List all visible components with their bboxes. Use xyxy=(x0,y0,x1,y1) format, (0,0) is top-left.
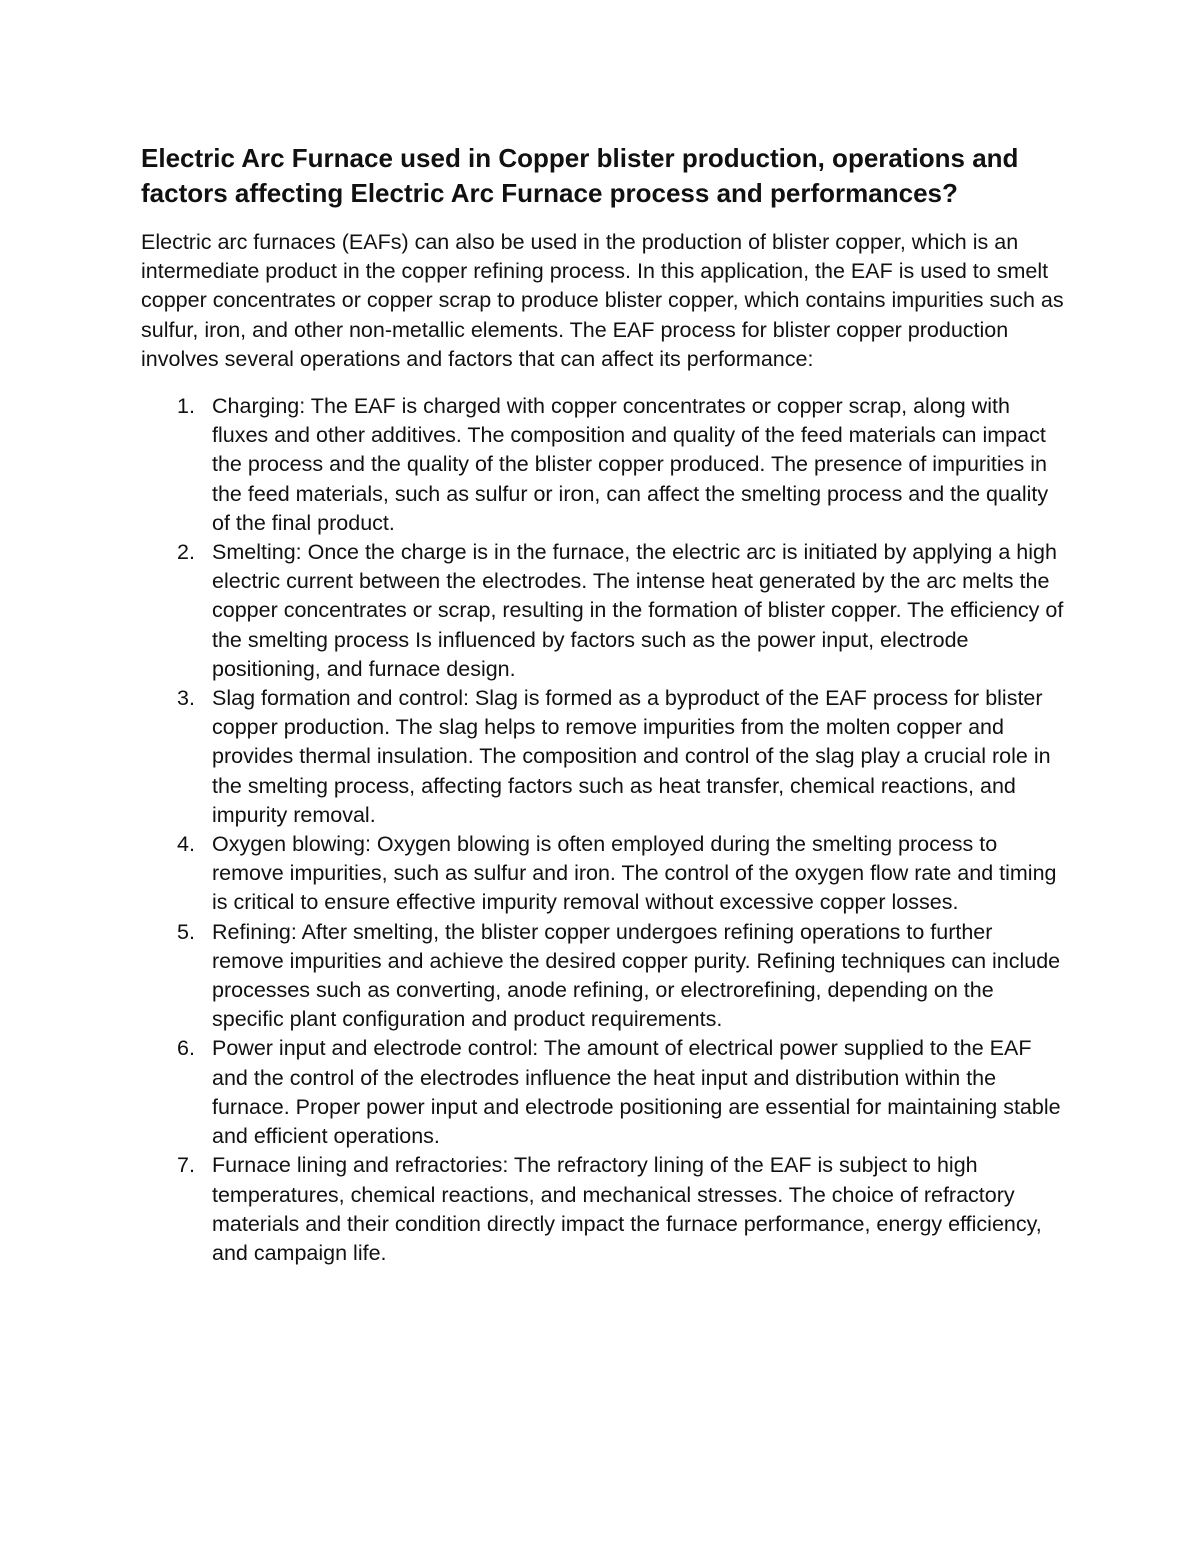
list-item-number: 4. xyxy=(177,832,195,857)
list-item-text: Charging: The EAF is charged with copper concentrates or copper scrap, along with fluxes and other additives. The composition and quality of the feed materials can impact the process and the quality of the blister copper produced. The presence of impurities in the feed materials, such as sulfur or iron, can affect the smelting process and the quality of the final product. xyxy=(212,394,1049,535)
list-item-number: 6. xyxy=(177,1036,195,1061)
list-item-text: Furnace lining and refractories: The refractory lining of the EAF is subject to high temperatures, chemical reactions, and mechanical stresses. The choice of refractory materials and their condition directly impact the furnace performance, energy efficiency, and campaign life. xyxy=(212,1153,1042,1265)
list-item xyxy=(141,684,1066,830)
list-item xyxy=(141,1034,1066,1151)
intro-paragraph: Electric arc furnaces (EAFs) can also be used in the production of blister copper, which is an intermediate product in the copper refining process. In this application, the EAF is used to smelt copper concentrates or copper scrap to produce blister copper, which contains impurities such as sulfur, iron, and other non-metallic elements. The EAF process for blister copper production involves several operations and factors that can affect its performance: xyxy=(141,230,1064,371)
document-title: Electric Arc Furnace used in Copper blister production, operations and factors affecting Electric Arc Furnace process and performances? xyxy=(141,143,1019,208)
list-item xyxy=(141,1151,1066,1268)
list-item-text: Power input and electrode control: The amount of electrical power supplied to the EAF and the control of the electrodes influence the heat input and distribution within the furnace. Proper power input and electrode positioning are essential for maintaining stable and efficient operations. xyxy=(212,1036,1061,1149)
list-item-number: 2. xyxy=(177,540,195,565)
list-item-text: Smelting: Once the charge is in the furnace, the electric arc is initiated by applying a high electric current between the electrodes. The intense heat generated by the arc melts the copper concentrates or scrap, resulting in the formation of blister copper. The efficiency of the smelting process Is influenced by factors such as the power input, electrode positioning, and furnace design. xyxy=(212,540,1064,681)
document-page xyxy=(141,141,1066,1268)
list-item-number: 1. xyxy=(177,394,195,419)
list-item-text: Slag formation and control: Slag is formed as a byproduct of the EAF process for blister copper production. The slag helps to remove impurities from the molten copper and provides thermal insulation. The composition and control of the slag play a crucial role in the smelting process, affecting factors such as heat transfer, chemical reactions, and impurity removal. xyxy=(212,686,1051,827)
list-item xyxy=(141,830,1066,918)
numbered-list xyxy=(141,392,1066,1268)
list-item-number: 5. xyxy=(177,919,195,944)
list-item xyxy=(141,538,1066,684)
list-item xyxy=(141,918,1066,1035)
list-item xyxy=(141,392,1066,538)
list-item-number: 7. xyxy=(177,1153,195,1178)
list-item-text: Oxygen blowing: Oxygen blowing is often employed during the smelting process to remove impurities, such as sulfur and iron. The control of the oxygen flow rate and timing is critical to ensure effective impurity removal without excessive copper losses. xyxy=(212,832,1057,915)
list-item-text: Refining: After smelting, the blister copper undergoes refining operations to further remove impurities and achieve the desired copper purity. Refining techniques can include processes such as converting, anode refining, or electrorefining, depending on the specific plant configuration and product requirements. xyxy=(212,919,1061,1032)
list-item-number: 3. xyxy=(177,686,195,711)
